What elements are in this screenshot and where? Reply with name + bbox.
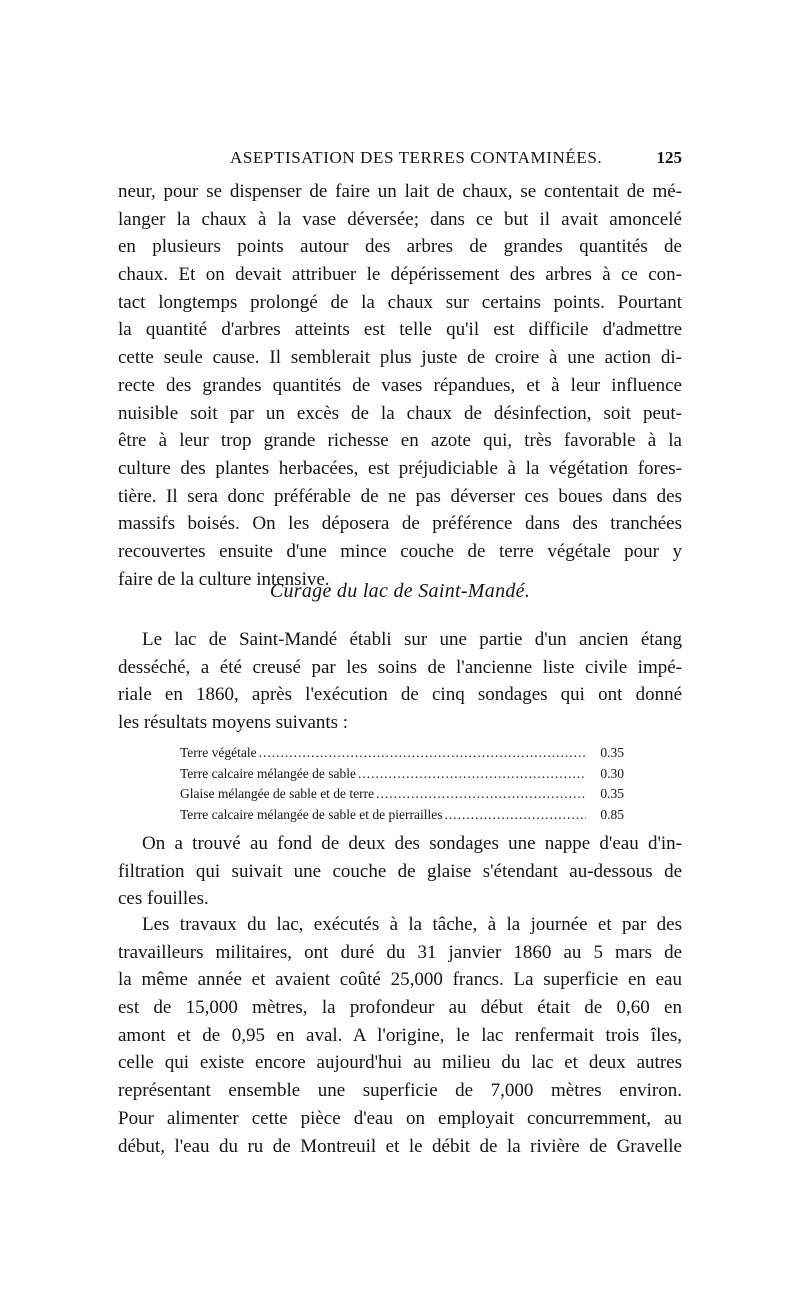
soundings-table [180,743,624,825]
leader-dots [445,805,586,826]
text-line: travailleurs militaires, ont duré du 31 janvier 1860 au 5 mars de [118,941,682,963]
table-row [180,743,624,764]
text-line: filtration qui suivait une couche de glaise s'étendant au-dessous de [118,860,682,882]
section-title: Curage du lac de Saint-Mandé. [269,580,531,602]
text-line: ces fouilles. [118,888,209,910]
text-line: langer la chaux à la vase déversée; dans ce but il avait amoncelé [118,208,682,230]
paragraph-chaux [118,178,682,593]
text-line: en plusieurs points autour des arbres de grandes quantités de [118,236,682,258]
row-label: Glaise mélangée de sable et de terre [180,786,375,801]
row-label: Terre végétale [180,745,257,760]
text-line: est de 15,000 mètres, la profondeur au début était de 0,60 en [118,997,682,1019]
page-header [118,148,682,174]
text-line: début, l'eau du ru de Montreuil et le débit de la rivière de Gravelle [118,1135,682,1157]
text-line: tière. Il sera donc préférable de ne pas déverser ces boues dans des [118,485,682,507]
text-line: culture des plantes herbacées, est préjudiciable à la végétation fores- [118,457,682,479]
row-value: 0.35 [600,745,624,760]
paragraph-travaux [118,911,682,1160]
text-line: Pour alimenter cette pièce d'eau on employait concurremment, au [118,1107,682,1129]
row-value: 0.30 [600,765,624,781]
paragraph-nappe [118,830,682,913]
row-label: Terre calcaire mélangée de sable [180,765,356,781]
text-line: la quantité d'arbres atteints est telle qu'il est difficile d'admettre [118,319,682,341]
leader-dots [376,784,586,805]
table-row [180,805,624,826]
text-line: recte des grandes quantités de vases répandues, et à leur influence [118,374,682,396]
running-title: ASEPTISATION DES TERRES CONTAMINÉES. [230,148,603,167]
text-line: nuisible soit par un excès de la chaux de désinfection, soit peut- [118,402,682,424]
text-line: Le lac de Saint-Mandé établi sur une partie d'un ancien étang [142,629,682,650]
table-row [180,764,624,785]
text-line: On a trouvé au fond de deux des sondages une nappe d'eau d'in- [142,833,682,854]
text-line: neur, pour se dispenser de faire un lait de chaux, se contentait de mé- [118,181,682,202]
text-line: Les travaux du lac, exécutés à la tâche, à la journée et par des [142,914,682,935]
text-line: amont et de 0,95 en aval. A l'origine, le lac renfermait trois îles, [118,1024,682,1046]
row-value: 0.85 [600,806,624,822]
text-line: tact longtemps prolongé de la chaux sur certains points. Pourtant [118,291,682,313]
row-value: 0.35 [600,786,624,801]
text-line: desséché, a été creusé par les soins de l'ancienne liste civile impé- [118,656,682,678]
text-line: représentant ensemble une superficie de 7,000 mètres environ. [118,1080,682,1102]
text-line: faire de la culture intensive. [118,568,330,590]
text-line: recouvertes ensuite d'une mince couche de terre végétale pour y [118,540,682,562]
text-line: la même année et avaient coûté 25,000 francs. La superficie en eau [118,969,682,991]
table-row [180,784,624,805]
text-line: celle qui existe encore aujourd'hui au milieu du lac et deux autres [118,1052,682,1074]
row-label: Terre calcaire mélangée de sable et de pierrailles [180,806,443,822]
text-line: massifs boisés. On les déposera de préférence dans des tranchées [118,513,682,535]
paragraph-lac [118,626,682,737]
text-line: cette seule cause. Il semblerait plus juste de croire à une action di- [118,347,682,369]
text-line: les résultats moyens suivants : [118,712,349,734]
leader-dots [358,764,586,785]
text-line: riale en 1860, après l'exécution de cinq sondages qui ont donné [118,684,682,706]
page-number: 125 [656,148,682,167]
text-line: être à leur trop grande richesse en azote qui, très favorable à la [118,430,682,452]
leader-dots [259,743,586,764]
text-line: chaux. Et on devait attribuer le dépérissement des arbres à ce con- [118,264,682,286]
